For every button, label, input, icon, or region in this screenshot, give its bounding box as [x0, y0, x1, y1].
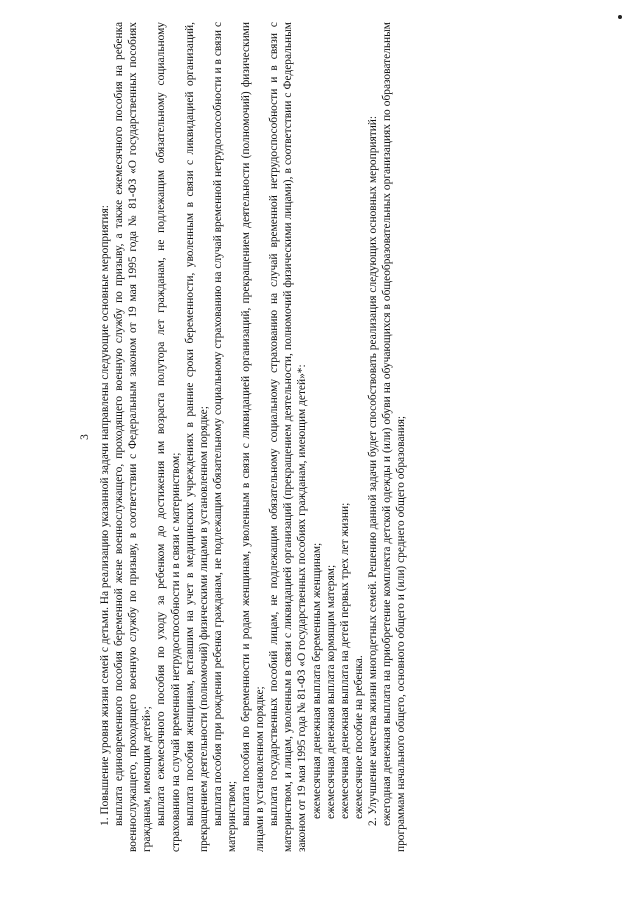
paragraph: выплата пособия при рождении ребенка гражданам, не подлежащим обязательному социальному страхованию на случай временной нетрудоспособности и в связи с материнством;: [211, 22, 238, 852]
page-number: 3: [79, 434, 91, 440]
list-item: ежемесячная денежная выплата на детей первых трех лет жизни;: [338, 502, 351, 819]
paragraph: выплата государственных пособий лицам, не подлежащим обязательному социальному страхованию на случай временной нетрудоспособности и в связи с материнством, и лицам, уволенным в связи с ликвидацией организаций (прекращением деятельности, полномочий физическими лицами), в соответствии с Федеральным законом от 19 мая 1995 года № 81-ФЗ «О государственных пособиях гражданам, имеющим детей»*:: [268, 22, 309, 852]
paragraph-heading-2: 2. Улучшение качества жизни многодетных семей. Решению данной задачи будет способствовать реализация следующих основных мероприятий:: [366, 115, 379, 826]
list-item: ежемесячное пособие на ребенка.: [352, 655, 365, 819]
list-item: ежемесячная денежная выплата беременным женщинам;: [310, 542, 323, 819]
rotated-text-block: [78, 22, 558, 852]
paragraph: выплата пособия женщинам, вставшим на учет в медицинских учреждениях в ранние сроки беременности, уволенным в связи с ликвидацией организаций, прекращением деятельности (полномочий) физическими лицами в установленном порядке;: [183, 22, 210, 852]
paragraph-heading-1: 1. Повышение уровня жизни семей с детьми. На реализацию указанной задачи направлены следующие основные мероприятия:: [99, 205, 112, 826]
benefits-list: [310, 22, 366, 819]
paragraph: ежегодная денежная выплата на приобретение комплекта детской одежды и (или) обуви на обучающихся в общеобразовательных организациях по образовательным программам начального общего, основного общего и (или) среднего общего образования;: [380, 22, 408, 852]
paragraph: выплата пособия по беременности и родам женщинам, уволенным в связи с ликвидацией организаций, прекращением деятельности (полномочий) физическими лицами в установленном порядке;: [240, 22, 267, 852]
paragraph: выплата ежемесячного пособия по уходу за ребенком до достижения им возраста полутора лет гражданам, не подлежащим обязательному социальному страхованию на случай временной нетрудоспособности и в связи с материнством;: [155, 22, 182, 852]
list-item: ежемесячная денежная выплата кормящим матерям;: [324, 564, 337, 819]
paragraph: выплата единовременного пособия беременной жене военнослужащего, проходящего военную службу по призыву, а также ежемесячного пособия на ребенка военнослужащего, проходящего военную службу по призыву, в соответствии с Федеральным законом от 19 мая 1995 года № 81-ФЗ «О государственных пособиях гражданам, имеющим детей»;: [113, 22, 154, 852]
scan-mark: [618, 15, 622, 19]
